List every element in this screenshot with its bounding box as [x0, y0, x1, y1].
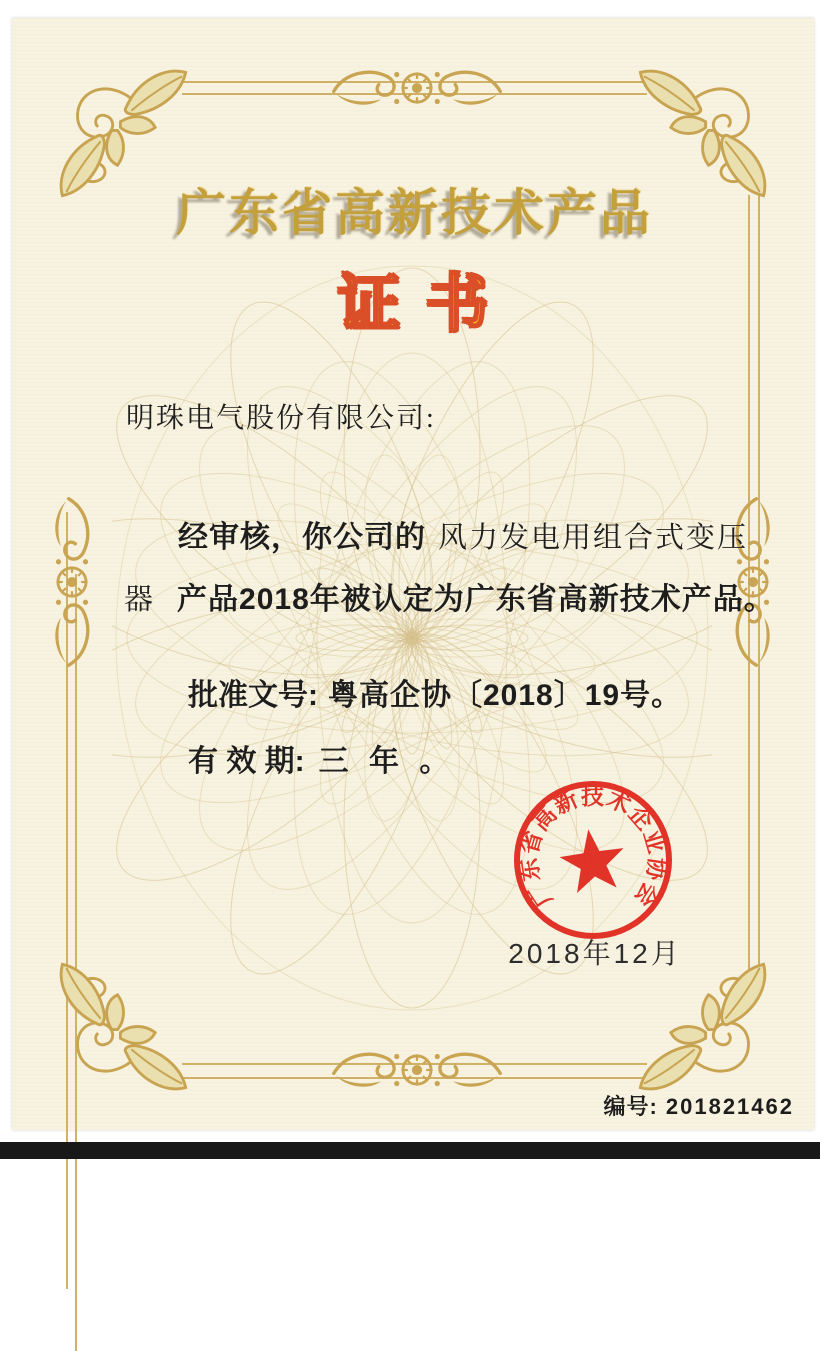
approval-label: 批准文号:: [188, 679, 318, 712]
certificate-paper: [12, 18, 814, 1130]
certificate-title: 广东省高新技术产品: [176, 185, 653, 241]
scan-edge-band: [0, 1142, 820, 1159]
validity-value: 三 年 。: [318, 745, 456, 778]
star-icon: [556, 825, 629, 895]
body-line-2: [124, 574, 775, 618]
issue-date: 2018年12月: [508, 938, 682, 969]
corner-ornament-bottom-left-icon: [45, 960, 190, 1105]
validity-label: 有 效 期:: [188, 745, 305, 778]
approval-value: 粤高企协〔2018〕19号。: [328, 679, 683, 712]
serial-number: [604, 1090, 794, 1121]
product-name-part1: 风力发电用组合式变压: [438, 522, 749, 554]
border-medallion-bottom-icon: [327, 1045, 507, 1095]
certificate-word: 证书: [337, 271, 514, 339]
seal-ring-text: 广东省高新技术企业协会: [515, 783, 671, 913]
corner-ornament-bottom-right-icon: [636, 960, 781, 1105]
border-medallion-top-icon: [327, 63, 507, 113]
body-line-1: [178, 512, 748, 556]
serial-value: 201821462: [665, 1094, 794, 1119]
official-seal: [508, 775, 678, 945]
validity-line: [188, 736, 455, 780]
review-prefix: 经审核，你公司的: [178, 521, 426, 554]
border-medallion-left-icon: [47, 492, 97, 672]
product-name-part2: 器: [124, 584, 154, 616]
serial-label: 编号:: [603, 1094, 658, 1119]
recipient-name: 明珠电气股份有限公司:: [126, 403, 436, 434]
approval-line: [188, 670, 682, 714]
recognition-text: 产品2018年被认定为广东省高新技术产品。: [177, 583, 775, 616]
